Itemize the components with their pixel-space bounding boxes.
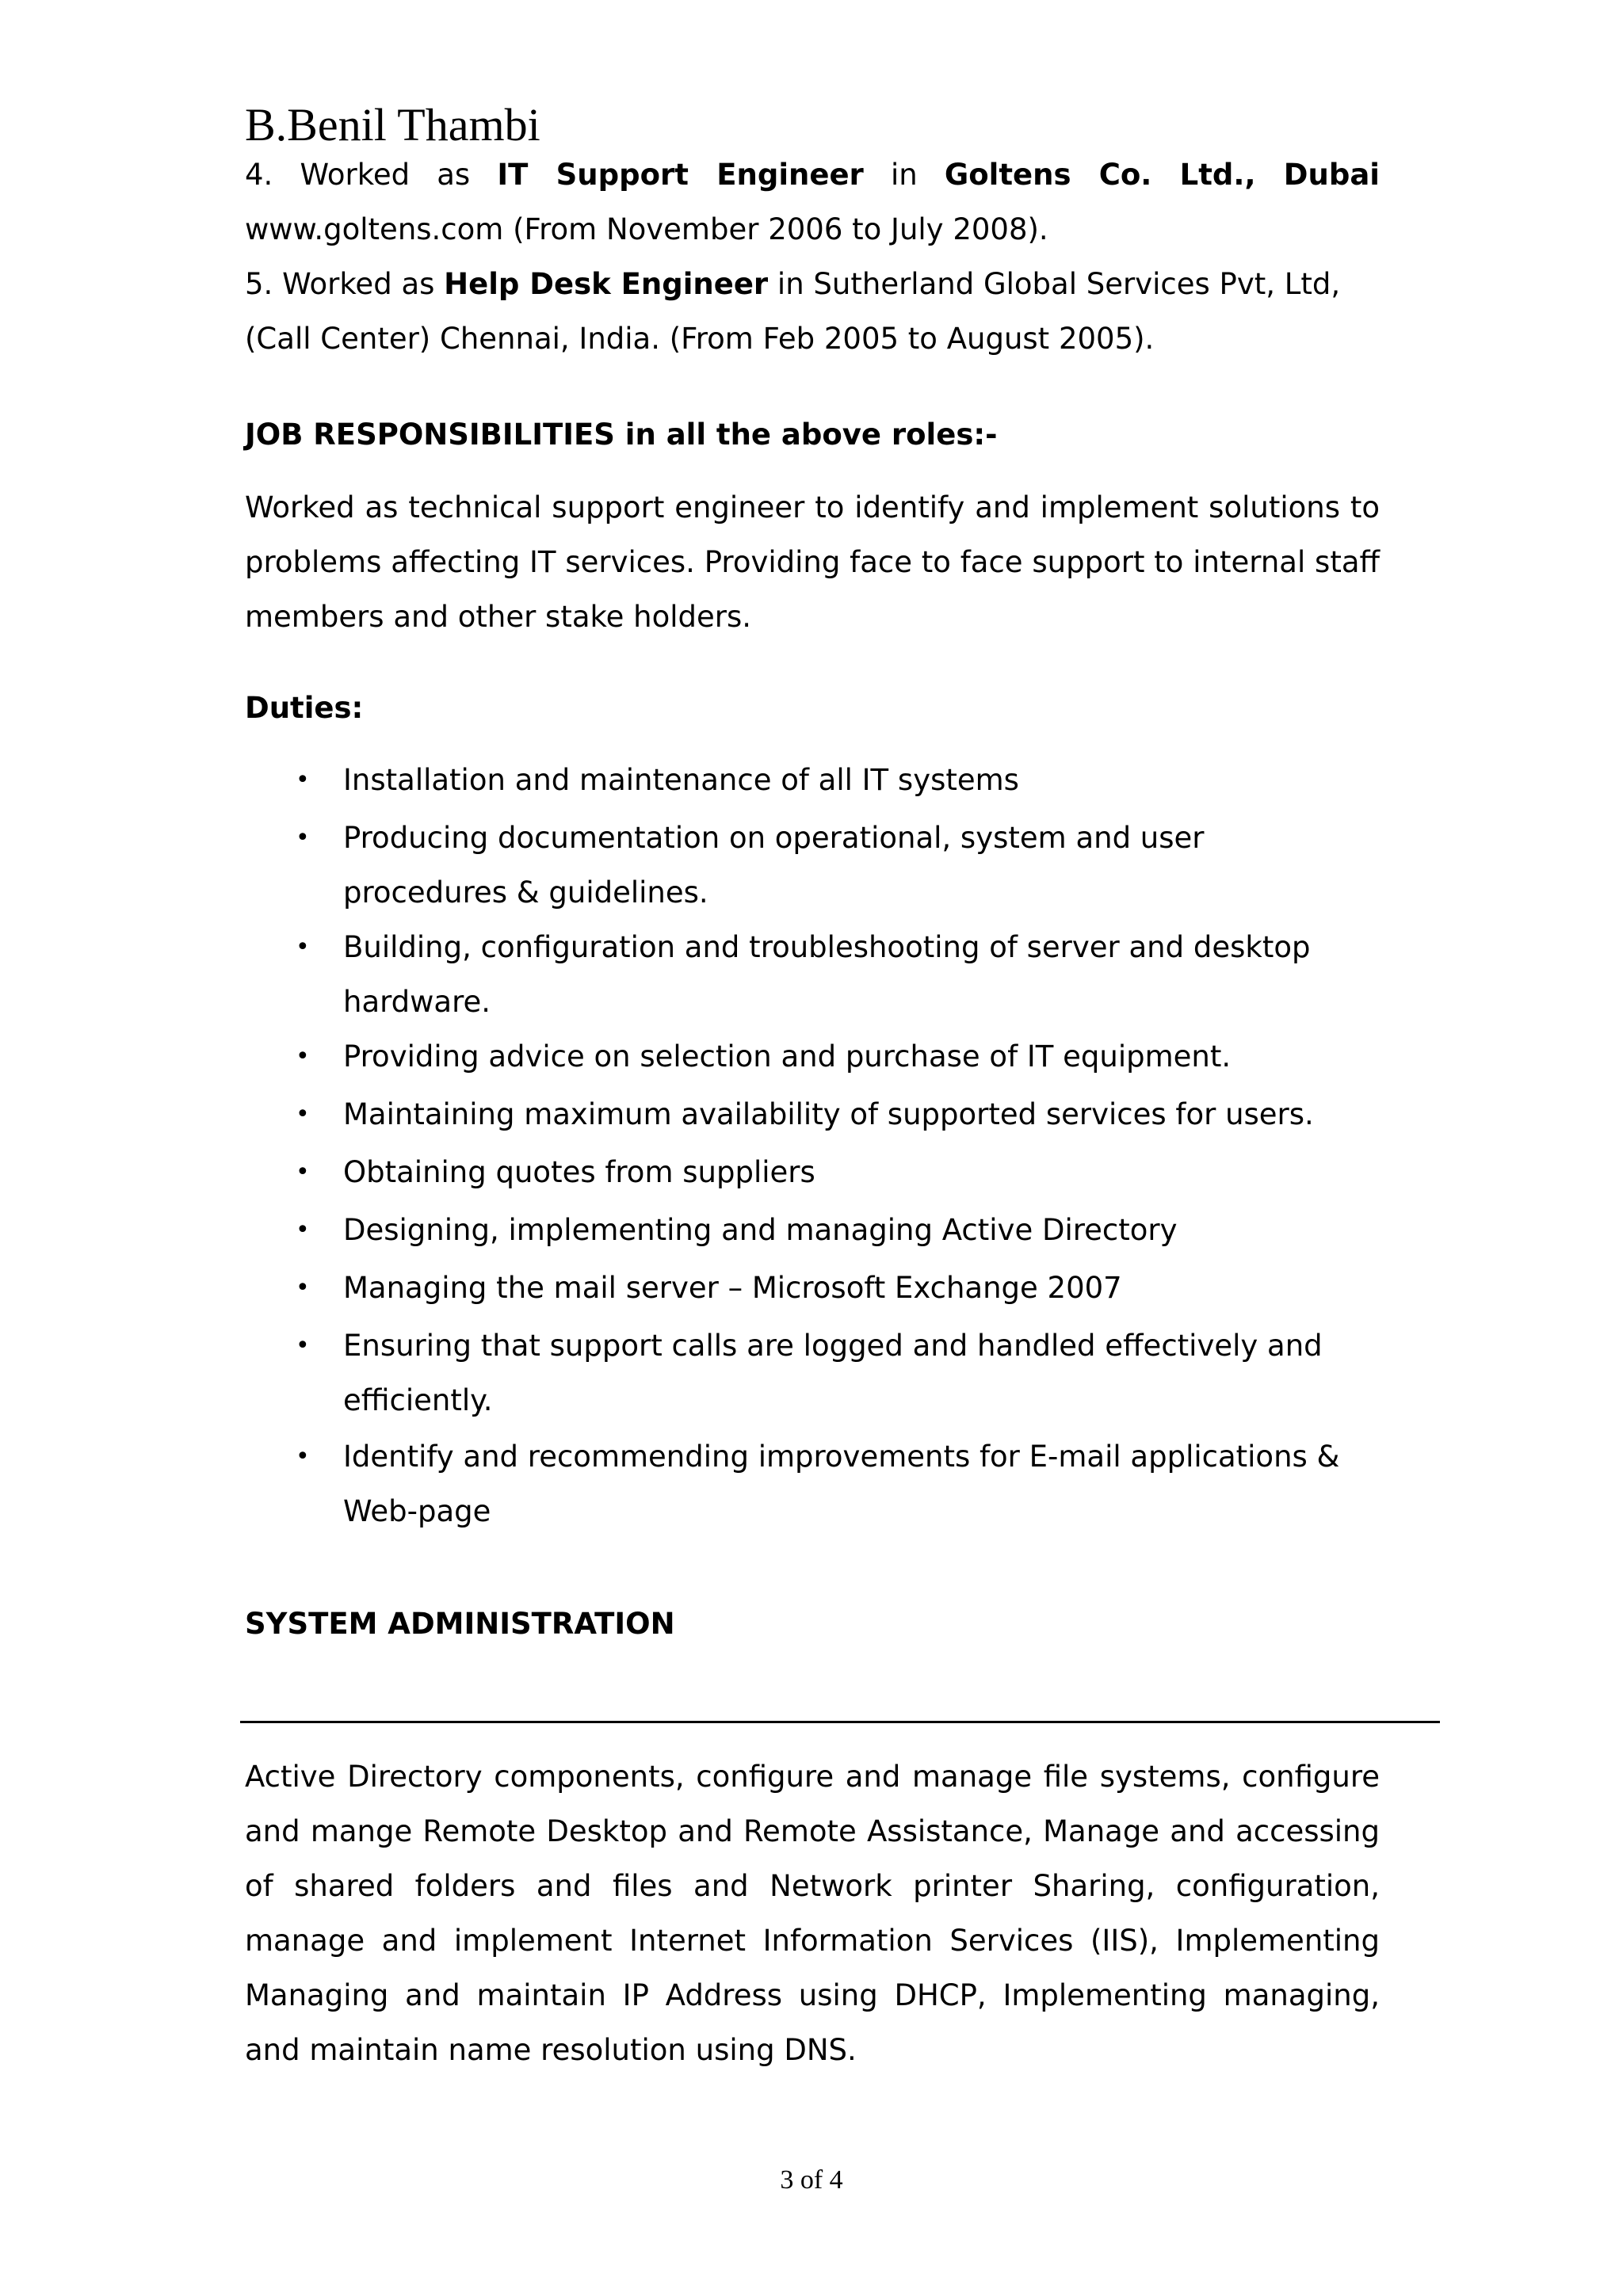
list-item: • Maintaining maximum availability of supported services for users. xyxy=(245,1087,1380,1142)
list-item: • Producing documentation on operational, system and user procedures & guidelines. xyxy=(245,810,1380,920)
list-item: • Ensuring that support calls are logged and handled effectively and efficiently. xyxy=(245,1318,1380,1428)
system-admin-text: Active Directory components, configure and manage file systems, configure and mange Remote Desktop and Remote Assistance, Manage and accessing of shared folders and files and Network printer Sharing, configuration, manage and implement Internet Information Services (IIS), Implementing Managing and maintain IP Address using DHCP, Implementing managing, and maintain name resolution using DNS. xyxy=(245,1760,1380,2067)
experience-item-4-line2: www.goltens.com (From November 2006 to July 2008). xyxy=(245,212,1048,246)
experience-item-4 xyxy=(245,147,1380,257)
experience-item-5-role: Help Desk Engineer xyxy=(444,267,769,301)
bullet-icon: • xyxy=(296,1216,310,1244)
experience-item-5-line2: (Call Center) Chennai, India. (From Feb 2005 to August 2005). xyxy=(245,322,1155,356)
bullet-icon: • xyxy=(296,824,310,852)
section-divider xyxy=(240,1721,1440,1723)
responsibilities-text: Worked as technical support engineer to identify and implement solutions to problems affecting IT services. Providing face to face support to internal staff members and other stake holders. xyxy=(245,490,1380,634)
experience-item-4-company: Goltens Co. Ltd., Dubai xyxy=(944,158,1380,192)
page-content xyxy=(245,147,1380,2077)
duties-list xyxy=(245,753,1380,1539)
bullet-icon: • xyxy=(296,1443,310,1470)
list-item: • Building, configuration and troubleshooting of server and desktop hardware. xyxy=(245,920,1380,1029)
experience-item-5 xyxy=(245,257,1380,366)
list-item: • Providing advice on selection and purchase of IT equipment. xyxy=(245,1029,1380,1084)
page-number: 3 of 4 xyxy=(780,2165,843,2195)
system-admin-heading: SYSTEM ADMINISTRATION xyxy=(245,1607,675,1641)
bullet-icon: • xyxy=(296,1100,310,1128)
candidate-name-header: B.Benil Thambi xyxy=(245,99,540,151)
bullet-icon: • xyxy=(296,1274,310,1302)
bullet-icon: • xyxy=(296,1043,310,1070)
experience-item-4-role: IT Support Engineer xyxy=(497,158,864,192)
bullet-icon: • xyxy=(296,1158,310,1186)
list-item: • Obtaining quotes from suppliers xyxy=(245,1145,1380,1199)
experience-item-5-line1: 5. Worked as Help Desk Engineer in Sutherland Global Services Pvt, Ltd, xyxy=(245,267,1341,301)
bullet-icon: • xyxy=(296,766,310,794)
list-item: • Designing, implementing and managing Active Directory xyxy=(245,1203,1380,1257)
bullet-icon: • xyxy=(296,933,310,961)
experience-item-4-line1: 4. Worked as IT Support Engineer in Goltens Co. Ltd., Dubai xyxy=(245,158,1380,192)
responsibilities-heading: JOB RESPONSIBILITIES in all the above roles:- xyxy=(245,418,998,452)
bullet-icon: • xyxy=(296,1332,310,1360)
list-item: • Installation and maintenance of all IT systems xyxy=(245,753,1380,807)
list-item: • Managing the mail server – Microsoft Exchange 2007 xyxy=(245,1261,1380,1315)
duties-heading: Duties: xyxy=(245,691,364,725)
list-item: • Identify and recommending improvements for E-mail applications & Web-page xyxy=(245,1429,1380,1539)
